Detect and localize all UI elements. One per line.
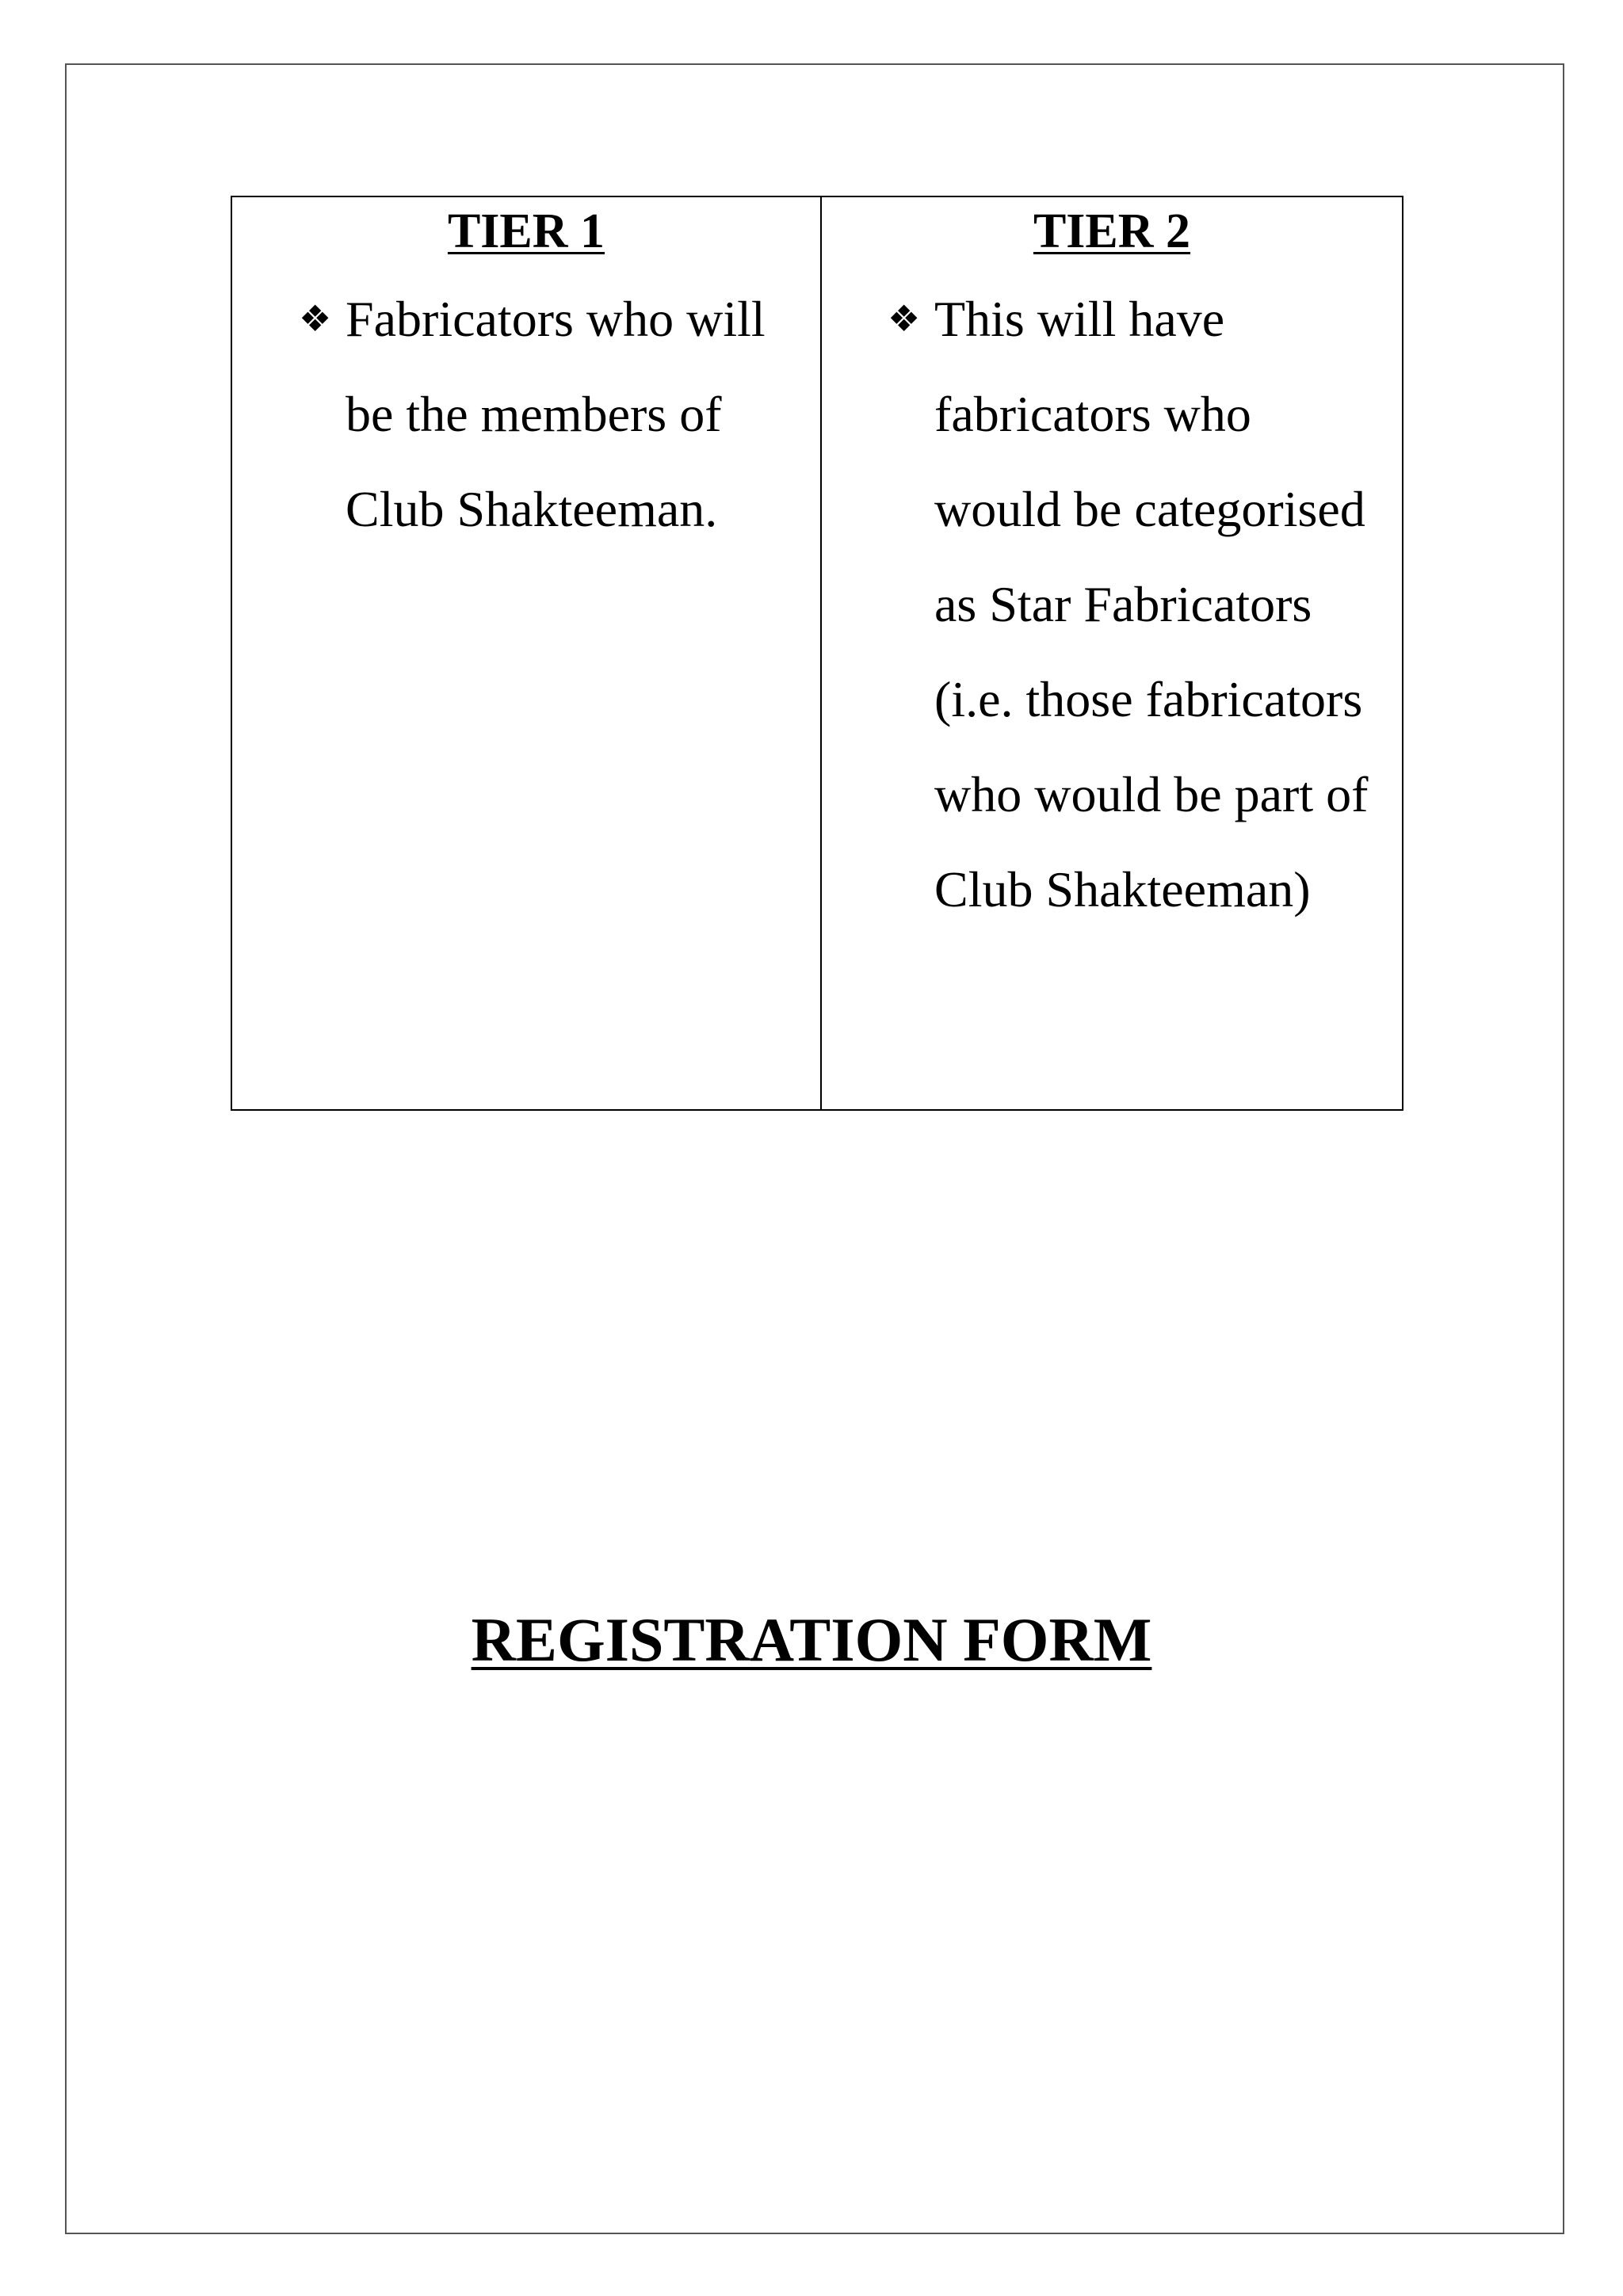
tier-1-heading: TIER 1 xyxy=(447,204,605,258)
tier-1-list xyxy=(232,272,820,557)
tier-table xyxy=(231,196,1403,1111)
tier-2-cell xyxy=(821,196,1403,1110)
tier-2-list xyxy=(822,272,1402,937)
diamond-bullet-icon: ❖ xyxy=(888,299,921,339)
diamond-bullet-icon: ❖ xyxy=(299,299,332,339)
registration-form-title: REGISTRATION FORM xyxy=(471,1605,1152,1674)
list-item xyxy=(822,272,1402,937)
table-row xyxy=(231,196,1403,1110)
tier-2-heading: TIER 2 xyxy=(1033,204,1191,258)
tier-1-cell xyxy=(231,196,821,1110)
tier-2-item-text: This will have fabricators who would be categorised as Star Fabricators (i.e. those fabricators who would be part of Club Shakteeman) xyxy=(934,291,1369,917)
list-item xyxy=(232,272,820,557)
tier-1-item-text: Fabricators who will be the members of Club Shakteeman. xyxy=(346,291,766,537)
